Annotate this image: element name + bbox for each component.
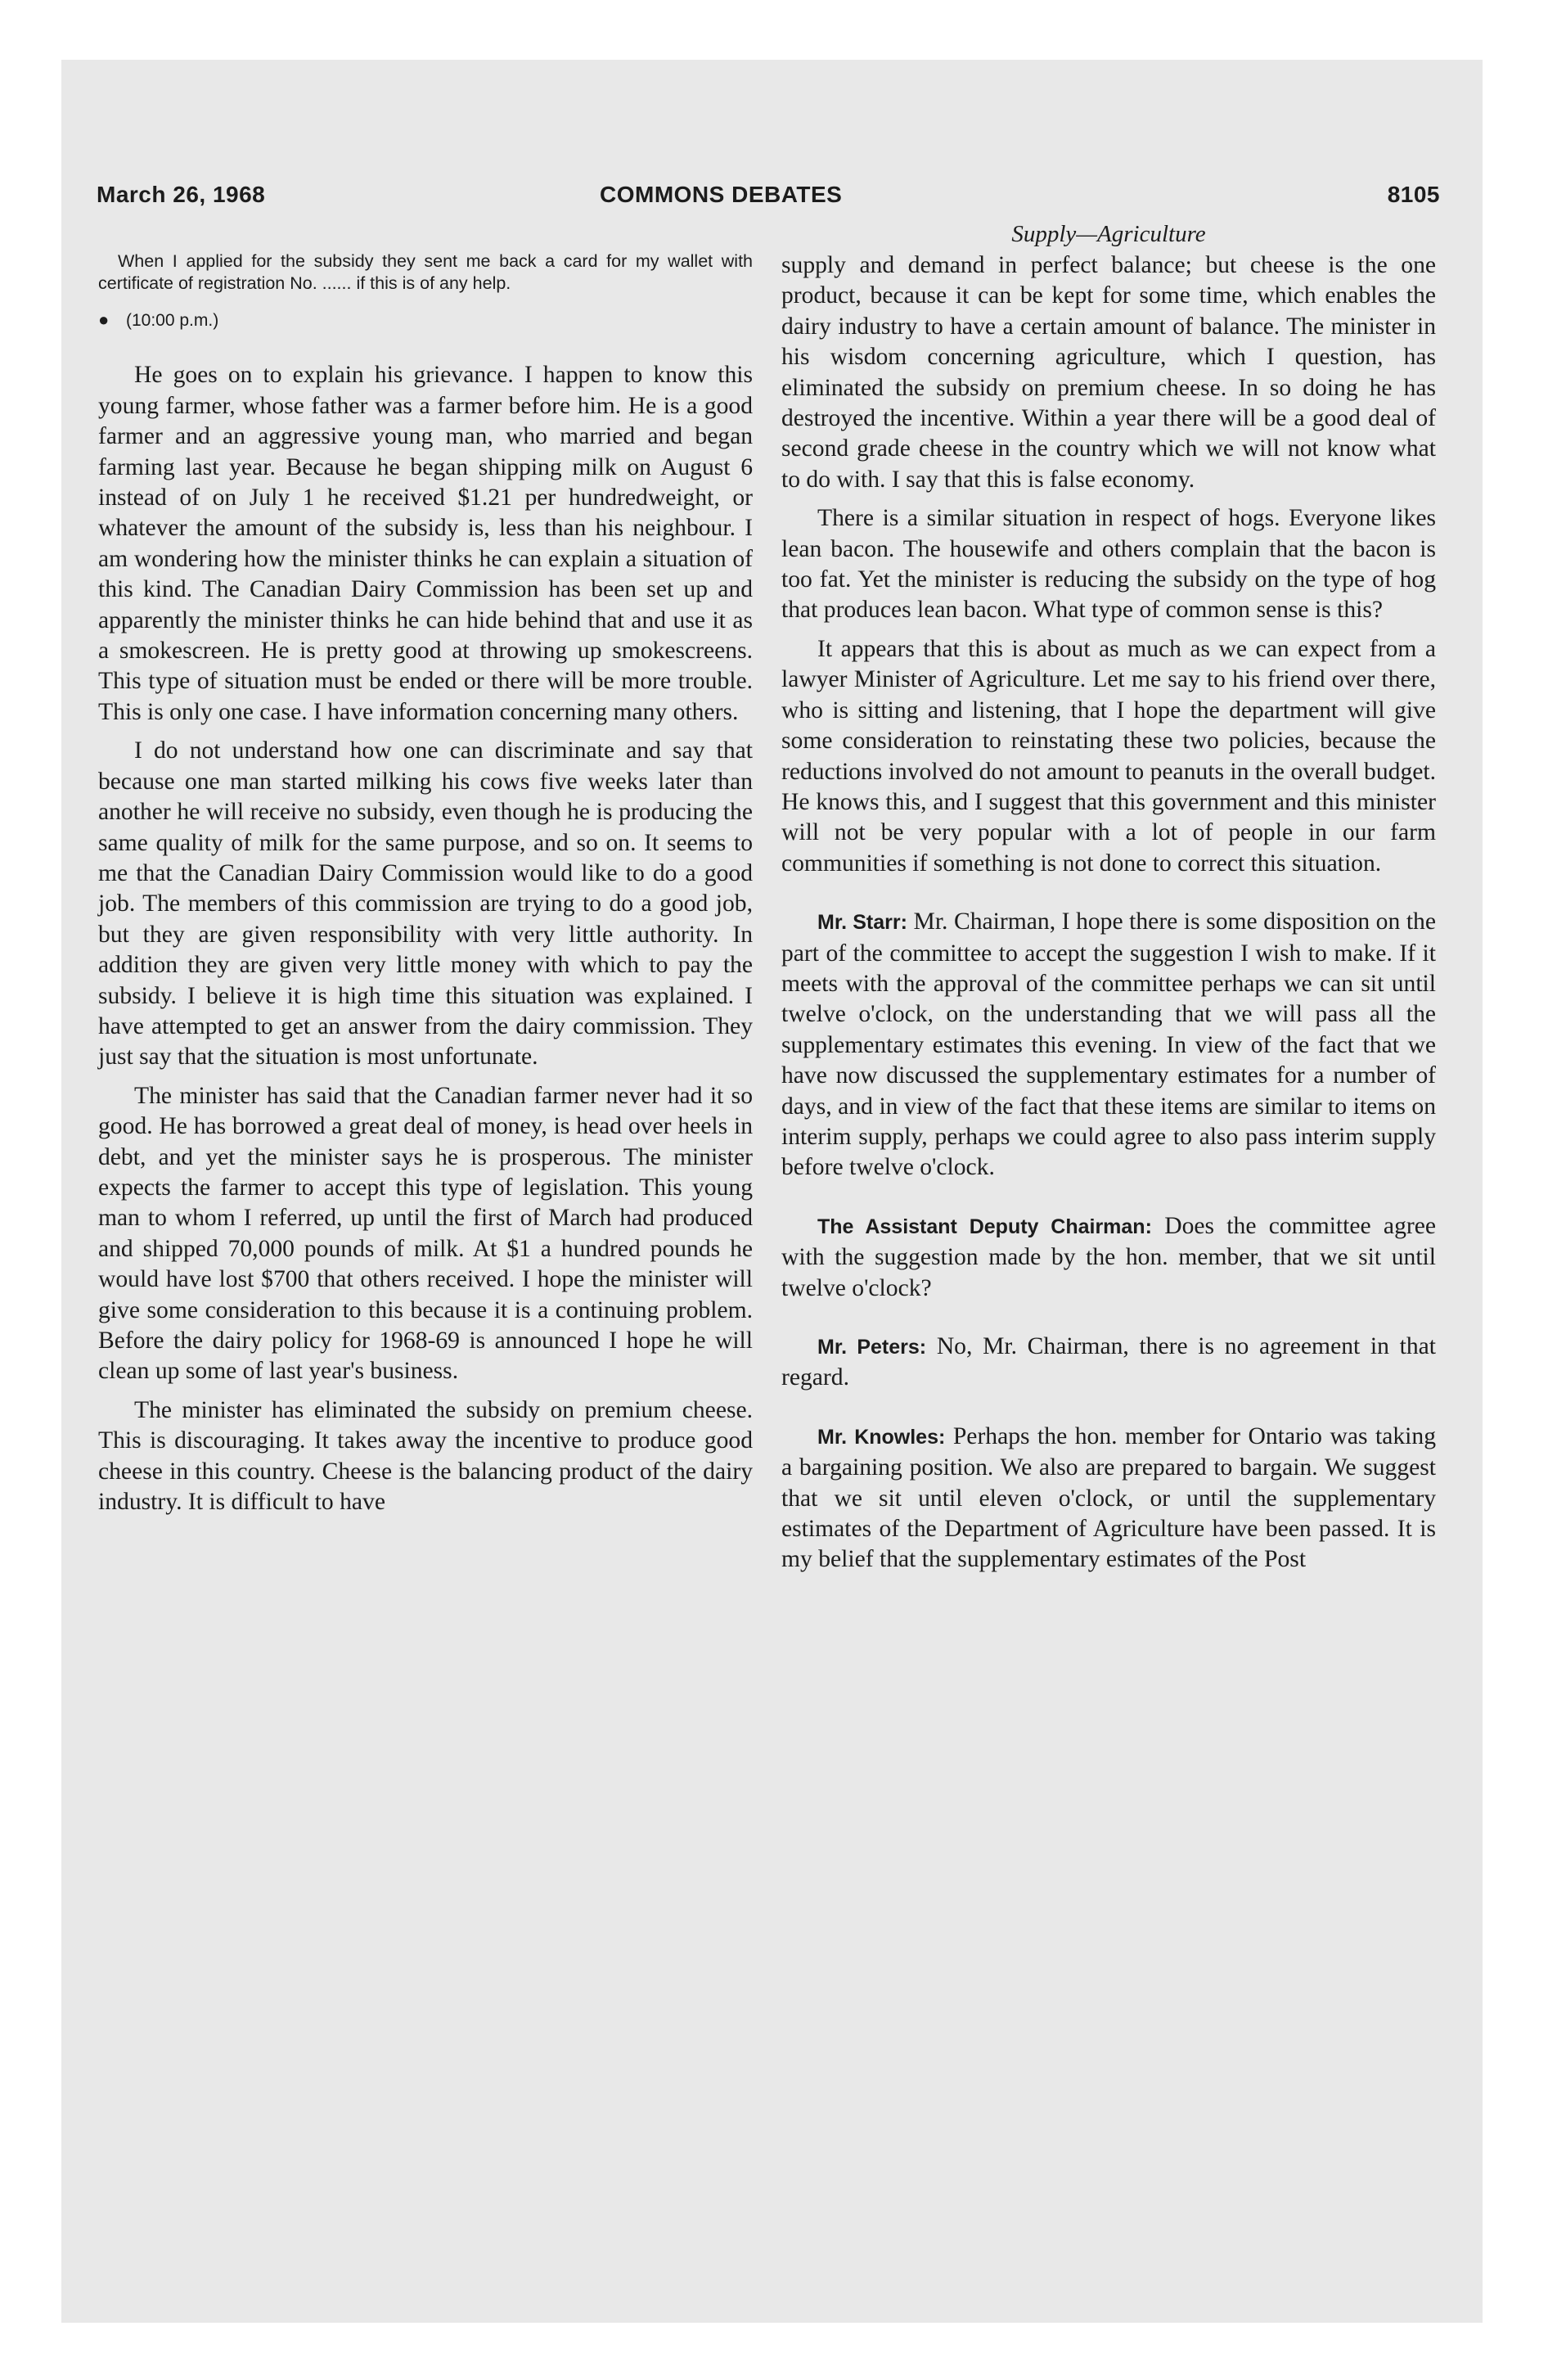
speech-text: Perhaps the hon. member for Ontario was taking a bargaining position. We also are prepared to bargain. We suggest that we sit until eleven o'clock, or until the supplementary estimates of the Department of Agriculture have been passed. It is my belief that the supplementary estimates of the Post <box>781 1422 1436 1573</box>
paragraph: There is a similar situation in respect of hogs. Everyone likes lean bacon. The housewife and others complain that the bacon is too fat. Yet the minister is reducing the subsidy on the type of hog that produces lean bacon. What type of common sense is this? <box>781 505 1436 624</box>
page-header <box>97 182 1440 214</box>
bullet-icon: ● <box>98 309 110 330</box>
paragraph: He goes on to explain his grievance. I happen to know this young farmer, whose father was a farmer before him. He is a good farmer and an aggressive young man, who married and began farming last year. Because he began shipping milk on August 6 instead of on July 1 he received $1.21 per hundredweight, or whatever the amount of the subsidy is, less than his neighbour. I am wondering how the minister thinks he can explain a situation of this kind. The Canadian Dairy Commission has been set up and apparently the minister thinks he can hide behind that and use it as a smokescreen. He is pretty good at throwing up smokescreens. This type of situation must be ended or there will be more trouble. This is only one case. I have information concerning many others. <box>98 362 753 725</box>
speech-peters <box>781 1332 1436 1394</box>
paragraph: The minister has eliminated the subsidy on premium cheese. This is discouraging. It takes away the incentive to produce good cheese in this country. Cheese is the balancing product of the dairy industry. It is difficult to have <box>98 1396 753 1516</box>
speech-text: No, Mr. Chairman, there is no agreement in that regard. <box>781 1333 1436 1391</box>
page-number: 8105 <box>1387 182 1440 207</box>
header-date: March 26, 1968 <box>97 182 266 207</box>
paragraph: supply and demand in perfect balance; but cheese is the one product, because it can be kept for some time, which enables the dairy industry to have a certain amount of balance. The minister in his wisdom concerning agriculture, which I question, has eliminated the subsidy on premium cheese. In so doing he has destroyed the incentive. Within a year there will be a good deal of second grade cheese in the country which we will not know what to do with. I say that this is false economy. <box>781 252 1436 493</box>
speaker-name: Mr. Knowles: <box>817 1425 946 1449</box>
speaker-name: The Assistant Deputy Chairman: <box>817 1215 1152 1238</box>
quoted-letter: When I applied for the subsidy they sent me back a card for my wallet with certificate of registration No. ...... if this is of any help. <box>98 251 753 293</box>
speech-starr <box>781 907 1436 1183</box>
header-title: COMMONS DEBATES <box>600 182 843 207</box>
timestamp <box>98 304 753 336</box>
right-column <box>781 250 1436 1584</box>
paragraph: It appears that this is about as much as we can expect from a lawyer Minister of Agriculture. Let me say to his friend over there, who is sitting and listening, that I hope the department will give some consideration to reinstating these two policies, because the reductions involved do not amount to peanuts in the overall budget. He knows this, and I suggest that this government and this minister will not be very popular with a lot of people in our farm communities if something is not done to correct this situation. <box>781 635 1436 877</box>
section-subheading: Supply—Agriculture <box>1011 221 1206 247</box>
speech-knowles <box>781 1422 1436 1575</box>
paragraph: I do not understand how one can discriminate and say that because one man started milking his cows five weeks later than another he will receive no subsidy, even though he is producing the same quality of milk for the same purpose, and so on. It seems to me that the Canadian Dairy Commission would like to do a good job. The members of this commission are trying to do a good job, but they are given responsibility with very little authority. In addition they are given very little money with which to pay the subsidy. I believe it is high time this situation was explained. I have attempted to get an answer from the dairy commission. They just say that the situation is most unfortunate. <box>98 737 753 1071</box>
speech-text: Does the committee agree with the suggestion made by the hon. member, that we sit until twelve o'clock? <box>781 1212 1436 1301</box>
speaker-name: Mr. Starr: <box>817 911 907 935</box>
left-column <box>98 250 753 1526</box>
speaker-name: Mr. Peters: <box>817 1336 927 1359</box>
speech-text: Mr. Chairman, I hope there is some disposition on the part of the committee to accept the suggestion I wish to make. If it meets with the approval of the committee perhaps we can sit until twelve o'clock, on the understanding that we will pass all the supplementary estimates this evening. In view of the fact that we have now discussed the supplementary estimates for a number of days, and in view of the fact that these items are similar to items on interim supply, perhaps we could agree to also pass interim supply before twelve o'clock. <box>781 908 1436 1181</box>
timestamp-text: (10:00 p.m.) <box>126 311 219 330</box>
paragraph: The minister has said that the Canadian farmer never had it so good. He has borrowed a great deal of money, is head over heels in debt, and yet the minister says he is prosperous. The minister expects the farmer to accept this type of legislation. This young man to whom I referred, up until the first of March had produced and shipped 70,000 pounds of milk. At $1 a hundred pounds he would have lost $700 that others received. I hope the minister will give some consideration to this because it is a continuing problem. Before the dairy policy for 1968-69 is announced I hope he will clean up some of last year's business. <box>98 1082 753 1385</box>
speech-assistant-deputy-chairman <box>781 1211 1436 1304</box>
